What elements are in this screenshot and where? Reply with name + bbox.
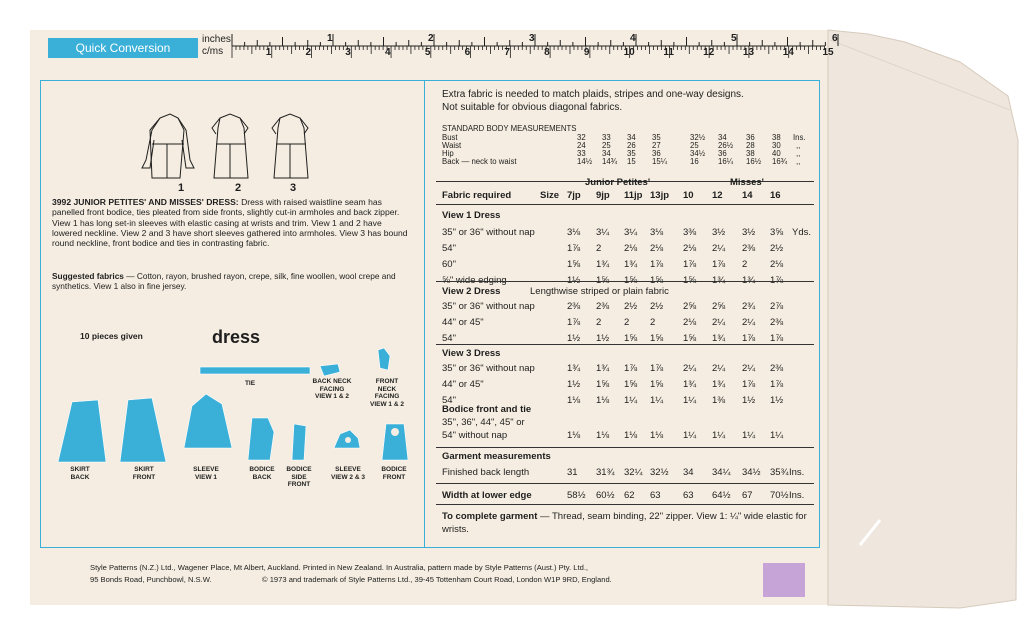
piece-front-neck-facing xyxy=(378,348,390,370)
yardage-value: 1⅛ xyxy=(596,395,610,406)
yardage-value: 1½ xyxy=(742,395,756,406)
fabric-row-label: 44" or 45" xyxy=(442,379,484,390)
label-front-neck-facing: FRONT NECK FACING VIEW 1 & 2 xyxy=(370,378,404,408)
yardage-value: 1¼ xyxy=(683,395,697,406)
label-bodice-back: BODICE BACK xyxy=(249,466,275,481)
yardage-value: 3½ xyxy=(742,227,756,238)
misses-measurement: 38 xyxy=(772,133,781,142)
ruler-inch-number: 5 xyxy=(731,33,737,44)
yardage-value: 2⅛ xyxy=(650,243,664,254)
label-back-neck-facing: BACK NECK FACING VIEW 1 & 2 xyxy=(312,378,352,400)
yardage-value: 1¼ xyxy=(624,395,638,406)
finished-length-value: 34 xyxy=(683,467,694,478)
yardage-value: 1⅝ xyxy=(683,333,697,344)
yardage-value: 2¾ xyxy=(742,301,756,312)
pattern-title: 3992 JUNIOR PETITES' AND MISSES' DRESS: xyxy=(52,197,239,207)
yardage-value: 2⅝ xyxy=(712,301,726,312)
yardage-value: 2½ xyxy=(770,243,784,254)
yardage-value: 1⅞ xyxy=(742,333,756,344)
ditto-mark: ,, xyxy=(796,141,801,150)
yardage-value: 2⅜ xyxy=(770,363,784,374)
rule-6 xyxy=(436,483,814,484)
misses-measurement: 16¾ xyxy=(772,157,788,166)
yardage-value: 1⅝ xyxy=(596,275,610,286)
piece-skirt-back xyxy=(58,400,106,462)
suggested-fabrics-label: Suggested fabrics xyxy=(52,271,124,281)
garment-ins: Ins. xyxy=(789,467,805,478)
junior-petites-heading: Junior Petites' xyxy=(585,177,651,188)
yardage-value: 3⅜ xyxy=(683,227,697,238)
piece-back-neck-facing xyxy=(320,364,340,376)
ruler-cm-number: 8 xyxy=(544,47,550,58)
yardage-value: 1⅞ xyxy=(770,379,784,390)
finished-length-value: 31¾ xyxy=(596,467,615,478)
ruler-cm-number: 5 xyxy=(424,47,431,58)
label-bodice-side-front: BODICE SIDE FRONT xyxy=(286,466,312,488)
view-number-1: 1 xyxy=(178,182,185,194)
pieces-count: 10 pieces given xyxy=(80,331,143,341)
label-skirt-front: SKIRT FRONT xyxy=(132,466,156,481)
ruler-cm-number: 2 xyxy=(305,47,312,58)
junior-measurement: 36 xyxy=(652,149,661,158)
pattern-description-body: Dress with raised waistline seam has panelled front bodice, ties pleated from side fronts, slightly cut-in armholes and back zipper. View 1 has long set-in sleeves with elastic casing at wrists and trim. View 1 and 2 have lowered neckline. View 2 and 3 have short sleeves gathered into armholes. View 3 has bound round neckline, front bodice and ties in contrasting fabric. xyxy=(52,197,408,249)
bodice-yardage: 1¼ xyxy=(683,430,697,441)
measurement-label: Bust xyxy=(442,133,458,142)
bodice-yardage: 1¼ xyxy=(770,430,784,441)
ruler-cms-label: c/ms xyxy=(202,46,224,57)
misses-measurement: 30 xyxy=(772,141,781,150)
yardage-value: 1¾ xyxy=(567,363,581,374)
yardage-value: 2¼ xyxy=(742,317,756,328)
yardage-value: 3⅛ xyxy=(650,227,664,238)
junior-measurement: 14½ xyxy=(577,157,593,166)
yardage-value: 1⅛ xyxy=(567,395,581,406)
yardage-value: 2⅜ xyxy=(596,301,610,312)
fabric-row-label: 54" xyxy=(442,333,456,344)
bodice-yardage: 1⅛ xyxy=(596,430,610,441)
misses-measurement: 25 xyxy=(690,141,699,150)
ruler-cm-number: 7 xyxy=(504,47,510,58)
yardage-value: 2 xyxy=(650,317,656,328)
view2-title: View 2 Dress xyxy=(442,286,501,297)
size-column-header: 9jp xyxy=(596,190,610,201)
note-line-1: Extra fabric is needed to match plaids, stripes and one-way designs. xyxy=(442,89,744,100)
yardage-value: 1¾ xyxy=(596,259,610,270)
ruler-inch-number: 1 xyxy=(327,33,333,44)
yardage-value: 2¼ xyxy=(712,317,726,328)
junior-measurement: 34 xyxy=(627,133,636,142)
yardage-value: 1⅝ xyxy=(624,333,638,344)
junior-measurement: 35 xyxy=(652,133,661,142)
yardage-value: 1⅜ xyxy=(712,395,726,406)
yardage-value: 2¼ xyxy=(712,243,726,254)
rule-2 xyxy=(436,204,814,205)
to-complete-label: To complete garment xyxy=(442,511,538,522)
finished-length-value: 34¼ xyxy=(712,467,731,478)
yardage-value: 3¼ xyxy=(596,227,610,238)
body-measurements-heading: STANDARD BODY MEASUREMENTS xyxy=(442,124,577,133)
ruler-cm-number: 3 xyxy=(345,47,351,58)
finished-length-label: Finished back length xyxy=(442,467,530,478)
size-column-header: 12 xyxy=(712,190,723,201)
yardage-value: 1½ xyxy=(770,395,784,406)
misses-measurement: 40 xyxy=(772,149,781,158)
junior-measurement: 35 xyxy=(627,149,636,158)
junior-measurement: 27 xyxy=(652,141,661,150)
misses-measurement: 36 xyxy=(718,149,727,158)
ruler-inches-label: inches xyxy=(202,34,231,45)
finished-length-value: 31 xyxy=(567,467,578,478)
width-value: 63 xyxy=(683,490,694,501)
rule-5 xyxy=(436,447,814,448)
fabric-row-label: 54" xyxy=(442,395,456,406)
junior-measurement: 32 xyxy=(577,133,586,142)
width-ins: Ins. xyxy=(789,490,805,501)
yardage-value: 1⅝ xyxy=(624,275,638,286)
measurement-label: Waist xyxy=(442,141,462,150)
note-line-2: Not suitable for obvious diagonal fabrics. xyxy=(442,102,623,113)
yardage-value: 1⅝ xyxy=(650,379,664,390)
yardage-value: 1⅝ xyxy=(650,333,664,344)
yardage-value: 1⅝ xyxy=(650,275,664,286)
finished-length-value: 32¼ xyxy=(624,467,643,478)
yardage-value: 1⅞ xyxy=(742,379,756,390)
ruler-cm-number: 13 xyxy=(742,47,755,58)
fabric-row-label: 35" or 36" without nap xyxy=(442,301,535,312)
yardage-value: 3¼ xyxy=(624,227,638,238)
junior-measurement: 26 xyxy=(627,141,636,150)
yardage-value: 3⅝ xyxy=(770,227,784,238)
junior-measurement: 25 xyxy=(602,141,611,150)
yardage-value: 2⅝ xyxy=(683,301,697,312)
quick-conversion-label: Quick Conversion xyxy=(48,38,198,58)
yardage-value: 1½ xyxy=(567,379,581,390)
width-value: 62 xyxy=(624,490,635,501)
misses-measurement: 38 xyxy=(746,149,755,158)
view1-title: View 1 Dress xyxy=(442,210,501,221)
view3-title: View 3 Dress xyxy=(442,348,501,359)
bodice-yardage: 1⅛ xyxy=(624,430,638,441)
size-column-header: 14 xyxy=(742,190,753,201)
yardage-value: 1⅝ xyxy=(567,259,581,270)
bodice-line-1: 35", 36", 44", 45" or xyxy=(442,417,525,428)
to-complete-text: — Thread, seam binding, 22" zipper. View 1: ¼" wide elastic for wrists. xyxy=(442,511,807,535)
yardage-value: 2⅜ xyxy=(567,301,581,312)
yardage-value: 2½ xyxy=(624,301,638,312)
yardage-value: 1⅝ xyxy=(624,379,638,390)
yardage-value: 1¾ xyxy=(596,363,610,374)
piece-sleeve-view1 xyxy=(184,394,232,448)
yardage-value: 1½ xyxy=(567,275,581,286)
width-value: 60½ xyxy=(596,490,615,501)
yardage-value: 1⅞ xyxy=(650,259,664,270)
ruler-inch-number: 3 xyxy=(529,33,535,44)
yardage-value: 1⅞ xyxy=(624,363,638,374)
width-value: 58½ xyxy=(567,490,586,501)
width-value: 67 xyxy=(742,490,753,501)
yardage-value: 1½ xyxy=(567,333,581,344)
finished-length-value: 32½ xyxy=(650,467,669,478)
measurements-ins: Ins. xyxy=(793,133,806,142)
ruler-cm-number: 10 xyxy=(623,47,635,58)
bodice-line-2: 54" without nap xyxy=(442,430,508,441)
yardage-value: 2¼ xyxy=(683,363,697,374)
ruler-cm-number: 6 xyxy=(464,47,471,58)
misses-measurement: 34½ xyxy=(690,149,706,158)
ruler-cm-number: 11 xyxy=(663,47,674,58)
junior-measurement: 15 xyxy=(627,157,636,166)
rule-3 xyxy=(436,281,814,282)
size-column-header: 13jp xyxy=(650,190,670,201)
ruler-cm-number: 4 xyxy=(385,47,391,58)
ruler-inch-number: 6 xyxy=(832,33,838,44)
yardage-value: 2⅜ xyxy=(770,317,784,328)
misses-measurement: 16¼ xyxy=(718,157,734,166)
junior-measurement: 34 xyxy=(602,149,611,158)
yardage-value: 1⅝ xyxy=(683,275,697,286)
piece-tie xyxy=(200,367,310,374)
bodice-yardage: 1¼ xyxy=(742,430,756,441)
misses-measurement: 34 xyxy=(718,133,727,142)
ruler-cm-number: 12 xyxy=(703,47,715,58)
misses-measurement: 26½ xyxy=(718,141,734,150)
misses-measurement: 32½ xyxy=(690,133,706,142)
yardage-value: 2⅛ xyxy=(683,317,697,328)
ruler-cm-number: 14 xyxy=(782,47,794,58)
yardage-value: 2¼ xyxy=(712,363,726,374)
yardage-value: 1⅞ xyxy=(683,259,697,270)
view2-note: Lengthwise striped or plain fabric xyxy=(530,286,669,297)
label-sleeve-view1: SLEEVE VIEW 1 xyxy=(193,466,219,481)
finished-length-value: 34½ xyxy=(742,467,761,478)
yardage-value: 1¾ xyxy=(624,259,638,270)
garment-title: Garment measurements xyxy=(442,451,551,462)
yardage-value: 1¾ xyxy=(742,275,756,286)
bodice-title: Bodice front and tie xyxy=(442,404,532,415)
ditto-mark: ,, xyxy=(796,157,801,166)
yardage-value: 2 xyxy=(596,317,602,328)
yardage-value: 1⅞ xyxy=(567,317,581,328)
fabric-required-label: Fabric required xyxy=(442,190,512,201)
colour-swatch xyxy=(763,563,805,597)
yardage-value: 1¾ xyxy=(712,333,726,344)
yardage-value: 2 xyxy=(624,317,630,328)
yardage-value: 3⅛ xyxy=(567,227,581,238)
to-complete-garment xyxy=(442,510,812,536)
ruler-cm-number: 15 xyxy=(822,47,834,58)
yardage-value: 1⅞ xyxy=(770,333,784,344)
ditto-mark: ,, xyxy=(796,149,801,158)
rule-7 xyxy=(436,504,814,505)
size-column-header: 7jp xyxy=(567,190,581,201)
view1-yds: Yds. xyxy=(792,227,812,238)
measurement-label: Hip xyxy=(442,149,454,158)
misses-heading: Misses' xyxy=(730,177,764,188)
junior-measurement: 14¾ xyxy=(602,157,618,166)
yardage-value: 1½ xyxy=(596,333,610,344)
view-number-3: 3 xyxy=(290,182,297,194)
yardage-value: 3½ xyxy=(712,227,726,238)
size-label: Size xyxy=(540,190,560,201)
yardage-value: 2 xyxy=(742,259,748,270)
yardage-value: 2 xyxy=(596,243,602,254)
yardage-value: 1⅞ xyxy=(770,275,784,286)
junior-measurement: 33 xyxy=(602,133,611,142)
label-tie: TIE xyxy=(244,380,256,387)
footer-line-1: Style Patterns (N.Z.) Ltd., Wagener Place, Mt Albert, Auckland. Printed in New Zealand. In Australia, pattern made by Style Patterns (Aust.) Pty. Ltd., xyxy=(90,563,589,572)
yardage-value: 1⅞ xyxy=(567,243,581,254)
width-label: Width at lower edge xyxy=(442,490,532,501)
pieces-heading: dress xyxy=(212,327,261,347)
fabric-row-label: 44" or 45" xyxy=(442,317,484,328)
size-column-header: 16 xyxy=(770,190,781,201)
fabric-row-label: ⅝" wide edging xyxy=(442,275,507,286)
junior-measurement: 15¼ xyxy=(652,157,668,166)
label-sleeve-view23: SLEEVE VIEW 2 & 3 xyxy=(331,466,365,481)
yardage-value: 1¾ xyxy=(683,379,697,390)
yardage-value: 1⅞ xyxy=(712,259,726,270)
junior-measurement: 33 xyxy=(577,149,586,158)
yardage-value: 2⅛ xyxy=(770,259,784,270)
fabric-row-label: 35" or 36" without nap xyxy=(442,363,535,374)
measurement-label: Back — neck to waist xyxy=(442,157,517,166)
piece-bodice-back xyxy=(248,418,274,460)
footer-line-2b: © 1973 and trademark of Style Patterns Ltd., 39-45 Tottenham Court Road, London W1P 9RD, England. xyxy=(262,575,612,584)
width-value: 70½ xyxy=(770,490,789,501)
footer-line-2a: 95 Bonds Road, Punchbowl, N.S.W. xyxy=(90,575,212,584)
width-value: 64½ xyxy=(712,490,731,501)
yardage-value: 1¾ xyxy=(712,275,726,286)
bodice-yardage: 1⅛ xyxy=(567,430,581,441)
fabric-row-label: 60" xyxy=(442,259,456,270)
ruler-inch-number: 4 xyxy=(630,33,636,44)
bodice-yardage: 1¼ xyxy=(712,430,726,441)
ruler-cm-number: 9 xyxy=(583,47,590,58)
yardage-value: 2⅛ xyxy=(683,243,697,254)
piece-bodice-side-front xyxy=(292,424,306,460)
misses-measurement: 28 xyxy=(746,141,755,150)
yardage-value: 1⅝ xyxy=(596,379,610,390)
yardage-value: 2⅜ xyxy=(742,243,756,254)
size-column-header: 10 xyxy=(683,190,694,201)
yardage-value: 1⅞ xyxy=(650,363,664,374)
label-bodice-front: BODICE FRONT xyxy=(381,466,407,481)
fabric-row-label: 35" or 36" without nap xyxy=(442,227,535,238)
label-skirt-back: SKIRT BACK xyxy=(70,466,90,481)
size-column-header: 11jp xyxy=(624,190,643,201)
ruler-inch-number: 2 xyxy=(428,33,434,44)
rule-4 xyxy=(436,344,814,345)
misses-measurement: 36 xyxy=(746,133,755,142)
suggested-fabrics-text: — Cotton, rayon, brushed rayon, crepe, silk, fine woollen, wool crepe and synthetics. View 1 also in fine jersey. xyxy=(52,271,396,291)
bodice-yardage: 1⅛ xyxy=(650,430,664,441)
misses-measurement: 16½ xyxy=(746,157,762,166)
fabric-row-label: 54" xyxy=(442,243,456,254)
junior-measurement: 24 xyxy=(577,141,586,150)
yardage-value: 2¼ xyxy=(742,363,756,374)
yardage-value: 2½ xyxy=(650,301,664,312)
misses-measurement: 16 xyxy=(690,157,699,166)
width-value: 63 xyxy=(650,490,661,501)
ruler-cm-number: 1 xyxy=(265,47,272,58)
yardage-value: 1¾ xyxy=(712,379,726,390)
yardage-value: 2⅛ xyxy=(624,243,638,254)
finished-length-value: 35¾ xyxy=(770,467,789,478)
yardage-value: 2⅞ xyxy=(770,301,784,312)
yardage-value: 1¼ xyxy=(650,395,664,406)
view-number-2: 2 xyxy=(235,182,242,194)
piece-skirt-front xyxy=(120,398,166,462)
